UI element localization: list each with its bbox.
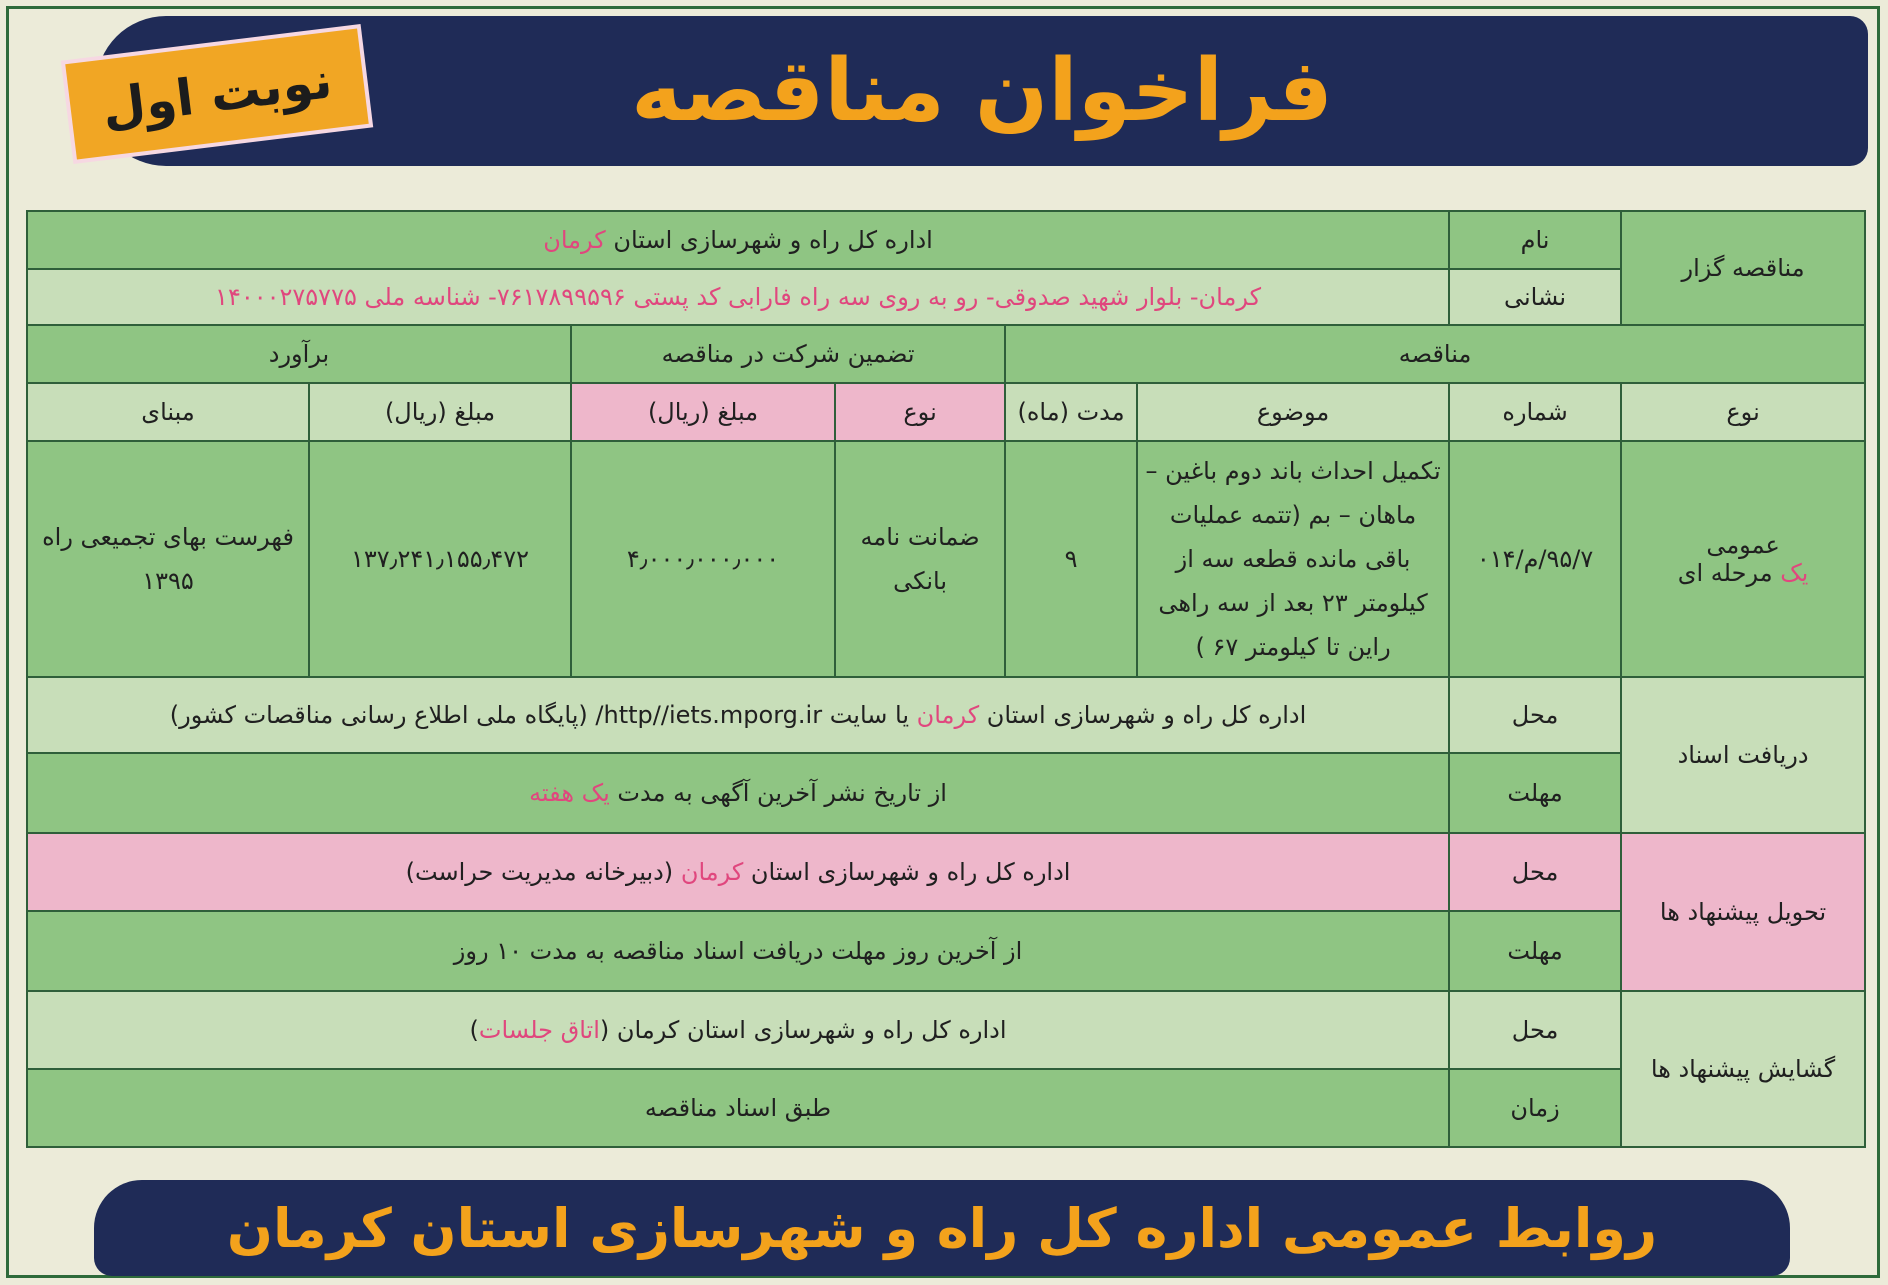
opening-place-value: اداره کل راه و شهرسازی استان کرمان (اتاق جلسات) [27,991,1449,1069]
col-basis: مبنای [27,383,309,441]
opening-place-row [27,991,1865,1069]
guarantee-section-header: تضمین شرکت در مناقصه [571,325,1005,383]
footer-text: روابط عمومی اداره کل راه و شهرسازی استان کرمان [226,1196,1658,1260]
address-label: نشانی [1449,269,1621,325]
documents-site-link[interactable]: http//iets.mporg.ir/ [595,701,823,729]
submission-place-label: محل [1449,833,1621,911]
documents-place-value: اداره کل راه و شهرسازی استان کرمان یا سایت http//iets.mporg.ir/ (پایگاه ملی اطلاع رسانی مناقصات کشور) [27,677,1449,753]
footer-banner [94,1180,1790,1276]
organizer-address-value: کرمان- بلوار شهید صدوقی- رو به روی سه راه فارابی کد پستی ۷۶۱۷۸۹۹۵۹۶- شناسه ملی ۱۴۰۰۰۲۷۵۷۷۵ [27,269,1449,325]
documents-label: دریافت اسناد [1621,677,1865,833]
col-guarantee-amount: مبلغ (ریال) [571,383,835,441]
col-type: نوع [1621,383,1865,441]
organizer-name-row [27,211,1865,269]
documents-place-label: محل [1449,677,1621,753]
tender-type-cell: عمومی یک مرحله ای [1621,441,1865,677]
submission-place-value: اداره کل راه و شهرسازی استان کرمان (دبیرخانه مدیریت حراست) [27,833,1449,911]
submission-label: تحویل پیشنهاد ها [1621,833,1865,991]
col-number: شماره [1449,383,1621,441]
column-header-row [27,383,1865,441]
tender-duration-cell: ۹ [1005,441,1137,677]
guarantee-type-cell: ضمانت نامه بانکی [835,441,1005,677]
col-guarantee-type: نوع [835,383,1005,441]
submission-deadline-row [27,911,1865,991]
round-badge-label: نوبت اول [98,51,336,137]
documents-deadline-value: از تاریخ نشر آخرین آگهی به مدت یک هفته [27,753,1449,833]
opening-place-label: محل [1449,991,1621,1069]
documents-deadline-row [27,753,1865,833]
opening-label: گشایش پیشنهاد ها [1621,991,1865,1147]
tender-subject-cell: تکمیل احداث باند دوم باغین – ماهان – بم (تتمه عملیات باقی مانده قطعه سه از کیلومتر ۲۳ بعد از سه راهی راین تا کیلومتر ۶۷ ) [1137,441,1449,677]
basis-cell: فهرست بهای تجمیعی راه ۱۳۹۵ [27,441,309,677]
documents-deadline-label: مهلت [1449,753,1621,833]
opening-time-value: طبق اسناد مناقصه [27,1069,1449,1147]
guarantee-amount-cell: ۴٫۰۰۰٫۰۰۰٫۰۰۰ [571,441,835,677]
documents-place-row [27,677,1865,753]
name-label: نام [1449,211,1621,269]
organizer-name-value: اداره کل راه و شهرسازی استان کرمان [27,211,1449,269]
submission-place-row [27,833,1865,911]
submission-deadline-value: از آخرین روز مهلت دریافت اسناد مناقصه به مدت ۱۰ روز [27,911,1449,991]
opening-time-row [27,1069,1865,1147]
tender-number-cell: ۹۵/۷/م/۰۱۴ [1449,441,1621,677]
tender-row [27,441,1865,677]
page-title: فراخوان مناقصه [631,41,1333,141]
col-subject: موضوع [1137,383,1449,441]
submission-deadline-label: مهلت [1449,911,1621,991]
organizer-address-row [27,269,1865,325]
opening-time-label: زمان [1449,1069,1621,1147]
estimate-section-header: برآورد [27,325,571,383]
col-duration: مدت (ماه) [1005,383,1137,441]
col-estimate-amount: مبلغ (ریال) [309,383,571,441]
organizer-label: مناقصه گزار [1621,211,1865,325]
estimate-amount-cell: ۱۳۷٫۲۴۱٫۱۵۵٫۴۷۲ [309,441,571,677]
section-header-row [27,325,1865,383]
tender-table [26,210,1866,1148]
tender-section-header: مناقصه [1005,325,1865,383]
